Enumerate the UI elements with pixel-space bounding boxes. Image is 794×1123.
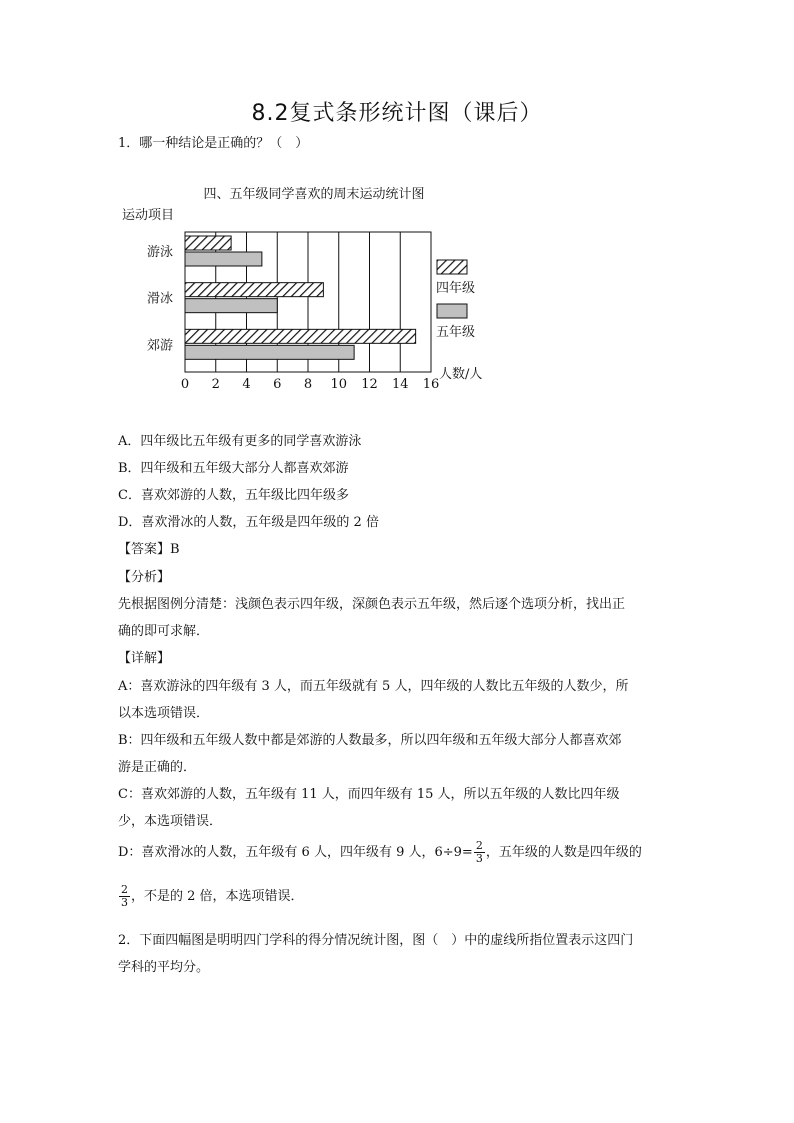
fraction [474,840,485,865]
x-tick-label: 2 [211,377,220,392]
detail-d-line-1 [118,840,642,865]
option-a: A．四年级比五年级有更多的同学喜欢游泳 [118,434,362,449]
detail-b-line-1: B：四年级和五年级人数中都是郊游的人数最多，所以四年级和五年级大部分人都喜欢郊 [118,733,622,748]
x-tick-label: 16 [422,377,440,392]
detail-d-text-3: ，不是的 2 倍，本选项错误． [131,889,304,904]
category-label: 滑冰 [146,291,173,307]
option-b: B．四年级和五年级大部分人都喜欢郊游 [118,461,349,476]
category-label: 郊游 [146,338,173,354]
bar-chart [114,176,534,396]
detail-heading: 【详解】 [118,651,171,666]
chart-svg [114,176,534,396]
page-title: 8.2复式条形统计图（课后） [251,101,543,126]
detail-c-line-2: 少，本选项错误． [118,814,223,829]
x-tick-label: 14 [391,377,409,392]
question-2-line-1: 2．下面四幅图是明明四门学科的得分情况统计图，图（ ）中的虚线所指位置表示这四门 [118,933,634,948]
option-c: C．喜欢郊游的人数，五年级比四年级多 [118,488,349,503]
bar [185,345,354,359]
bar [185,299,277,313]
question-1-stem: 1．哪一种结论是正确的？（ ） [118,136,309,151]
detail-c-line-1: C：喜欢郊游的人数，五年级有 11 人，而四年级有 15 人，所以五年级的人数比四年级 [118,787,620,802]
detail-d-text-2: ，五年级的人数是四年级的 [485,845,642,860]
detail-a-line-2: 以本选项错误． [118,706,210,721]
fraction-denominator: 3 [121,896,128,909]
detail-a-line-1: A：喜欢游泳的四年级有 3 人，而五年级就有 5 人，四年级的人数比五年级的人数少，所 [118,679,629,694]
analysis-line-2: 确的即可求解． [118,624,210,639]
fraction-denominator: 3 [475,852,483,865]
detail-b-line-2: 游是正确的． [118,760,197,775]
y-axis-label: 运动项目 [122,208,175,223]
detail-d-line-2 [118,884,304,909]
question-2-line-2: 学科的平均分。 [118,960,210,975]
fraction [119,884,130,909]
legend-label: 四年级 [436,281,476,296]
bar [185,252,262,266]
x-tick-label: 6 [273,377,282,392]
bar [185,236,231,250]
legend-label: 五年级 [436,325,476,340]
legend-swatch [437,260,467,274]
answer: 【答案】B [118,542,180,557]
bar [185,283,323,297]
x-axis-label: 人数/人 [439,367,483,382]
fraction-numerator: 2 [121,883,128,896]
chart-title: 四、五年级同学喜欢的周末运动统计图 [203,187,425,202]
x-tick-label: 12 [361,377,378,392]
analysis-line-1: 先根据图例分清楚：浅颜色表示四年级，深颜色表示五年级，然后逐个选项分析，找出正 [118,597,626,612]
category-label: 游泳 [146,245,173,260]
x-tick-label: 4 [242,377,251,392]
x-tick-label: 8 [303,377,313,392]
analysis-heading: 【分析】 [118,570,171,585]
legend-swatch [437,304,467,318]
option-d: D．喜欢滑冰的人数，五年级是四年级的 2 倍 [118,515,379,530]
fraction-numerator: 2 [475,839,483,852]
detail-d-text-1: D：喜欢滑冰的人数，五年级有 6 人，四年级有 9 人，6÷9= [118,845,473,860]
x-tick-label: 10 [330,377,348,392]
x-tick-label: 0 [180,377,190,392]
bar [185,329,416,343]
